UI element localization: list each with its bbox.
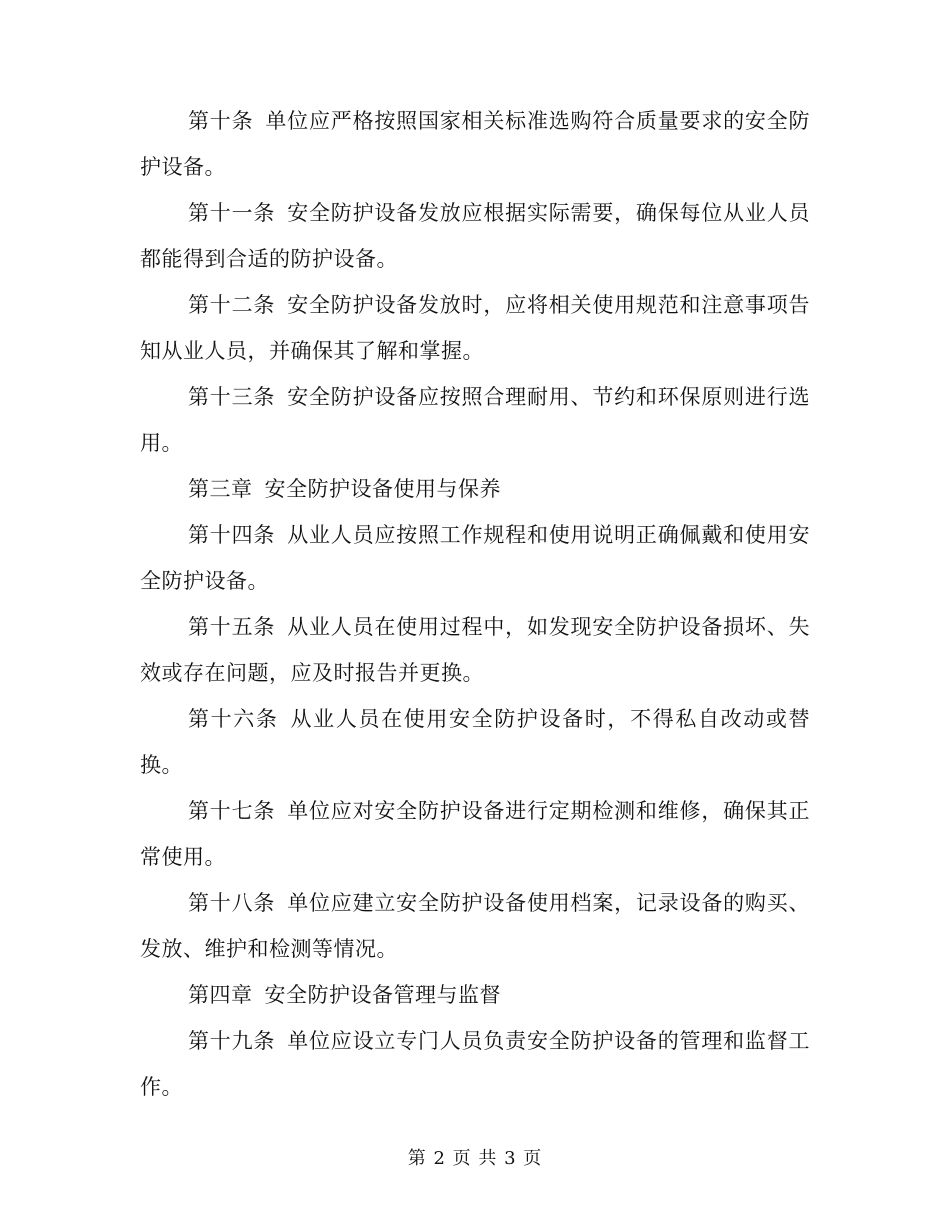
page-number: 第 2 页 共 3 页 [407, 1148, 543, 1169]
paragraph-article-18 [140, 880, 810, 972]
paragraph-label: 第十条 [188, 109, 254, 133]
paragraph-label: 第十一条 [188, 201, 276, 225]
paragraph-article-14 [140, 512, 810, 604]
paragraph-article-10 [140, 98, 810, 190]
paragraph-label: 第十七条 [188, 799, 276, 823]
paragraph-label: 第十五条 [188, 615, 276, 639]
paragraph-article-19 [140, 1018, 810, 1110]
paragraph-text: 单位应设立专门人员负责安全防护设备的管理和监督工作。 [140, 1029, 811, 1099]
paragraph-article-13 [140, 374, 810, 466]
paragraph-text: 从业人员应按照工作规程和使用说明正确佩戴和使用安全防护设备。 [140, 523, 811, 593]
chapter-heading-4 [140, 972, 810, 1018]
paragraph-text: 安全防护设备发放时，应将相关使用规范和注意事项告知从业人员，并确保其了解和掌握。 [140, 293, 811, 363]
paragraph-label: 第十四条 [188, 523, 276, 547]
chapter-heading-3 [140, 466, 810, 512]
paragraph-article-17 [140, 788, 810, 880]
document-body [140, 98, 810, 1110]
paragraph-article-11 [140, 190, 810, 282]
paragraph-text: 单位应建立安全防护设备使用档案，记录设备的购买、发放、维护和检测等情况。 [140, 891, 811, 961]
paragraph-article-12 [140, 282, 810, 374]
chapter-title: 安全防护设备管理与监督 [264, 983, 501, 1007]
page-footer [0, 1144, 950, 1174]
paragraph-label: 第十八条 [188, 891, 276, 915]
paragraph-label: 第十九条 [188, 1029, 276, 1053]
paragraph-label: 第十三条 [188, 385, 276, 409]
paragraph-label: 第十二条 [188, 293, 276, 317]
paragraph-article-16 [140, 696, 810, 788]
paragraph-text: 从业人员在使用过程中，如发现安全防护设备损坏、失效或存在问题，应及时报告并更换。 [140, 615, 811, 685]
paragraph-article-15 [140, 604, 810, 696]
paragraph-text: 单位应对安全防护设备进行定期检测和维修，确保其正常使用。 [140, 799, 811, 869]
paragraph-label: 第十六条 [188, 707, 279, 731]
paragraph-text: 安全防护设备发放应根据实际需要，确保每位从业人员都能得到合适的防护设备。 [140, 201, 811, 271]
chapter-title: 安全防护设备使用与保养 [264, 477, 501, 501]
chapter-label: 第三章 [188, 477, 253, 501]
chapter-label: 第四章 [188, 983, 253, 1007]
paragraph-text: 安全防护设备应按照合理耐用、节约和环保原则进行选用。 [140, 385, 811, 455]
paragraph-text: 单位应严格按照国家相关标准选购符合质量要求的安全防护设备。 [140, 109, 810, 179]
paragraph-text: 从业人员在使用安全防护设备时，不得私自改动或替换。 [140, 707, 811, 777]
